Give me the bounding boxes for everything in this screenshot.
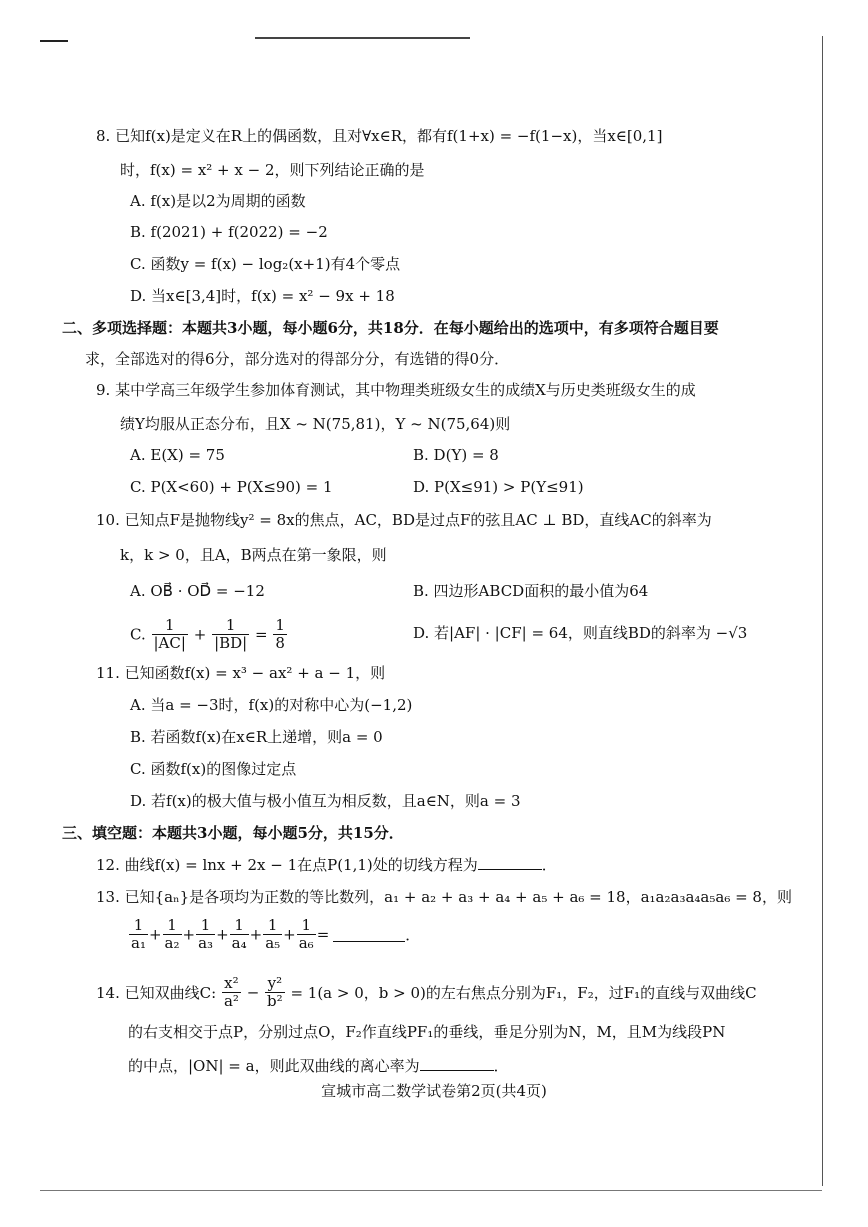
fraction — [129, 917, 148, 952]
numerator: 1 — [297, 917, 316, 935]
question-14-stem — [96, 975, 757, 1010]
numerator: 1 — [152, 617, 188, 635]
question-8-stem: 8. 已知f(x)是定义在R上的偶函数，且对∀x∈R，都有f(1+x) = −f(1−x)，当x∈[0,1] — [96, 127, 663, 145]
question-9-option-b: B. D(Y) = 8 — [413, 446, 499, 464]
question-9-option-c: C. P(X<60) + P(X≤90) = 1 — [130, 478, 333, 496]
denominator: 8 — [275, 634, 285, 652]
section-instructions: 求，全部选对的得6分，部分选对的得部分分，有选错的得0分． — [85, 350, 510, 368]
question-9-option-a: A. E(X) = 75 — [130, 446, 225, 464]
question-12-stem: 12. 曲线f(x) = lnx + 2x − 1在点P(1,1)处的切线方程为 — [96, 856, 478, 874]
question-13-stem: 13. 已知{aₙ}是各项均为正数的等比数列，a₁ + a₂ + a₃ + a₄ + a₅ + a₆ = 18，a₁a₂a₃a₄a₅a₆ = 8，则 — [96, 888, 792, 906]
denominator: a₁ — [131, 934, 146, 952]
denominator: a₅ — [265, 934, 281, 952]
stem-text: = 1(a > 0，b > 0)的左右焦点分别为F₁，F₂，过F₁的直线与双曲线C — [290, 984, 757, 1002]
scan-mark-top — [255, 37, 470, 39]
plus-sign: + — [216, 925, 229, 944]
question-10-option-d: D. 若|AF| · |CF| = 64，则直线BD的斜率为 −√3 — [413, 624, 748, 642]
question-10-stem: 10. 已知点F是抛物线y² = 8x的焦点，AC，BD是过点F的弦且AC ⊥ BD，直线AC的斜率为 — [96, 511, 712, 529]
question-11-option-a: A. 当a = −3时，f(x)的对称中心为(−1,2) — [130, 696, 413, 714]
plus-sign: + — [283, 925, 296, 944]
period: ． — [541, 856, 557, 874]
answer-blank — [333, 927, 405, 942]
denominator: a² — [223, 992, 239, 1010]
question-14-stem — [128, 1056, 509, 1076]
numerator: x² — [222, 975, 241, 993]
denominator: |BD| — [214, 634, 248, 652]
fraction — [163, 917, 182, 952]
fraction — [273, 617, 287, 652]
denominator: a₃ — [198, 934, 214, 952]
equals-sign: = — [316, 925, 330, 944]
plus-sign: + — [193, 625, 207, 644]
question-11-option-d: D. 若f(x)的极大值与极小值互为相反数，且a∈N，则a = 3 — [130, 792, 521, 810]
question-10-option-a: A. OB⃗ · OD⃗ = −12 — [130, 582, 265, 600]
numerator: 1 — [263, 917, 282, 935]
question-13-expression — [128, 917, 420, 952]
plus-sign: + — [148, 925, 162, 944]
minus-sign: − — [246, 983, 260, 1002]
question-11-stem: 11. 已知函数f(x) = x³ − ax² + a − 1，则 — [96, 664, 386, 682]
question-9-stem: 绩Y均服从正态分布，且X ~ N(75,81)，Y ~ N(75,64)则 — [120, 415, 511, 433]
option-label: C. — [130, 625, 146, 644]
question-8-option-b: B. f(2021) + f(2022) = −2 — [130, 223, 328, 241]
stem-text: 的中点，|ON| = a，则此双曲线的离心率为 — [128, 1057, 420, 1075]
fraction — [230, 917, 249, 952]
page-edge — [822, 36, 823, 1186]
section-heading: 三、填空题：本题共3小题，每小题5分，共15分． — [62, 824, 404, 842]
fraction — [263, 917, 282, 952]
question-9-option-d: D. P(X≤91) > P(Y≤91) — [413, 478, 584, 496]
page-edge — [40, 1190, 822, 1191]
denominator: a₂ — [164, 934, 180, 952]
answer-blank — [420, 1056, 494, 1071]
numerator: 1 — [212, 617, 249, 635]
answer-blank — [478, 855, 542, 870]
period: ． — [405, 926, 421, 944]
numerator: y² — [265, 975, 285, 993]
denominator: a₆ — [298, 934, 314, 952]
numerator: 1 — [196, 917, 215, 935]
plus-sign: + — [249, 925, 263, 944]
question-10-option-b: B. 四边形ABCD面积的最小值为64 — [413, 582, 649, 600]
fraction — [212, 617, 249, 652]
denominator: |AC| — [153, 634, 186, 652]
page-footer: 宣城市高二数学试卷第2页(共4页) — [321, 1082, 547, 1100]
numerator: 1 — [163, 917, 182, 935]
question-8-option-a: A. f(x)是以2为周期的函数 — [130, 192, 306, 210]
question-10-stem: k，k > 0，且A，B两点在第一象限，则 — [120, 546, 387, 564]
fraction — [152, 617, 188, 652]
stem-text: 14. 已知双曲线C: — [96, 984, 217, 1002]
question-8-stem: 时，f(x) = x² + x − 2，则下列结论正确的是 — [120, 161, 425, 179]
numerator: 1 — [129, 917, 148, 935]
fraction — [196, 917, 215, 952]
question-8-option-c: C. 函数y = f(x) − log₂(x+1)有4个零点 — [130, 255, 401, 273]
section-heading: 二、多项选择题：本题共3小题，每小题6分，共18分．在每小题给出的选项中，有多项符合题目要 — [62, 319, 719, 337]
fraction — [222, 975, 241, 1010]
plus-sign: + — [182, 925, 196, 944]
question-10-option-c — [130, 617, 288, 652]
equals-sign: = — [255, 625, 268, 644]
numerator: 1 — [230, 917, 249, 935]
question-11-option-c: C. 函数f(x)的图像过定点 — [130, 760, 297, 778]
numerator: 1 — [275, 616, 285, 634]
fraction — [297, 917, 316, 952]
scan-mark-left — [40, 40, 68, 42]
question-12 — [96, 855, 557, 875]
denominator: a₄ — [231, 934, 247, 952]
fraction — [265, 975, 285, 1010]
question-9-stem: 9. 某中学高三年级学生参加体育测试，其中物理类班级女生的成绩X与历史类班级女生的成 — [96, 381, 696, 399]
question-14-stem: 的右支相交于点P，分别过点O，F₂作直线PF₁的垂线，垂足分别为N，M，且M为线段PN — [128, 1023, 726, 1041]
question-11-option-b: B. 若函数f(x)在x∈R上递增，则a = 0 — [130, 728, 383, 746]
question-8-option-d: D. 当x∈[3,4]时，f(x) = x² − 9x + 18 — [130, 287, 395, 305]
denominator: b² — [267, 992, 283, 1010]
period: ． — [493, 1057, 509, 1075]
